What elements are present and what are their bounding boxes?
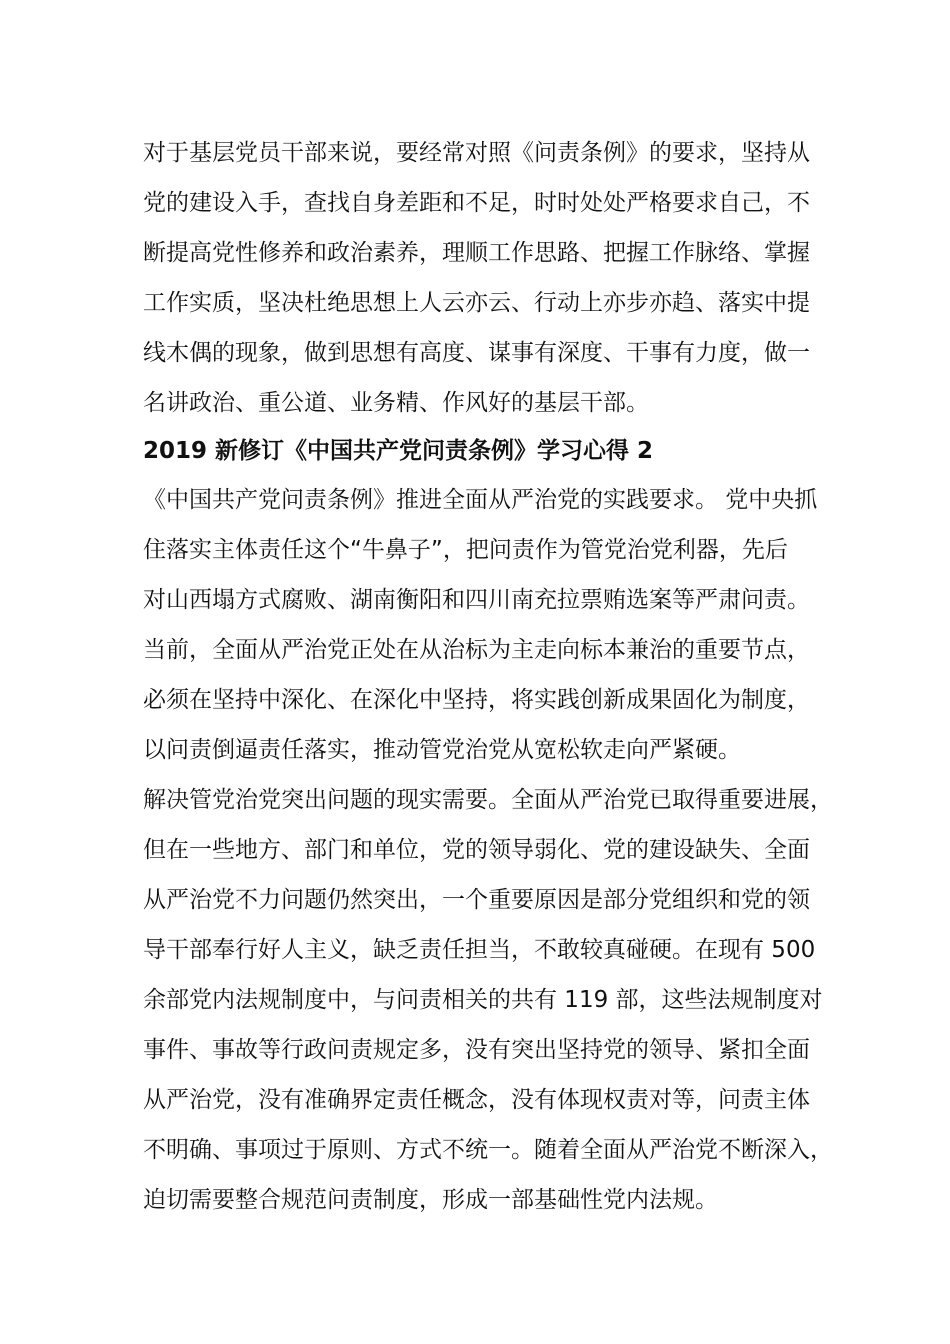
text-line: 不明确、事项过于原则、方式不统一。随着全面从严治党不断深入， <box>143 1137 833 1163</box>
text-line: 导干部奉行好人主义，缺乏责任担当，不敢较真碰硬。在现有 500 <box>143 937 816 963</box>
text-line: 解决管党治党突出问题的现实需要。全面从严治党已取得重要进展， <box>143 787 833 813</box>
document-body <box>143 128 833 1225</box>
text-line: 线木偶的现象，做到思想有高度、谋事有深度、干事有力度，做一 <box>143 340 810 366</box>
text-line: 从严治党不力问题仍然突出，一个重要原因是部分党组织和党的领 <box>143 887 810 913</box>
text-line: 迫切需要整合规范问责制度，形成一部基础性党内法规。 <box>143 1187 718 1213</box>
text-line: 事件、事故等行政问责规定多，没有突出坚持党的领导、紧扣全面 <box>143 1037 810 1063</box>
paragraph-1 <box>143 128 808 428</box>
paragraph-2 <box>143 475 818 775</box>
text-line: 余部党内法规制度中，与问责相关的共有 119 部，这些法规制度对 <box>143 987 823 1013</box>
text-line: 断提高党性修养和政治素养，理顺工作思路、把握工作脉络、掌握 <box>143 240 810 266</box>
text-line: 必须在坚持中深化、在深化中坚持，将实践创新成果固化为制度， <box>143 687 810 713</box>
text-line: 从严治党，没有准确界定责任概念，没有体现权责对等，问责主体 <box>143 1087 810 1113</box>
text-line: 对山西塌方式腐败、湖南衡阳和四川南充拉票贿选案等严肃问责。 <box>143 587 810 613</box>
paragraph-3 <box>143 775 833 1225</box>
text-line: 以问责倒逼责任落实，推动管党治党从宽松软走向严紧硬。 <box>143 737 741 763</box>
text-line: 名讲政治、重公道、业务精、作风好的基层干部。 <box>143 390 649 416</box>
text-line: 《中国共产党问责条例》推进全面从严治党的实践要求。 党中央抓 <box>143 487 818 513</box>
text-line: 党的建设入手，查找自身差距和不足，时时处处严格要求自己，不 <box>143 190 810 216</box>
section-heading: 2019 新修订《中国共产党问责条例》学习心得 2 <box>143 438 654 464</box>
text-line: 工作实质，坚决杜绝思想上人云亦云、行动上亦步亦趋、落实中提 <box>143 290 810 316</box>
text-line: 住落实主体责任这个“牛鼻子”，把问责作为管党治党利器，先后 <box>143 537 788 563</box>
text-line: 对于基层党员干部来说，要经常对照《问责条例》的要求，坚持从 <box>143 140 810 166</box>
text-line: 但在一些地方、部门和单位，党的领导弱化、党的建设缺失、全面 <box>143 837 810 863</box>
text-line: 当前，全面从严治党正处在从治标为主走向标本兼治的重要节点， <box>143 637 810 663</box>
